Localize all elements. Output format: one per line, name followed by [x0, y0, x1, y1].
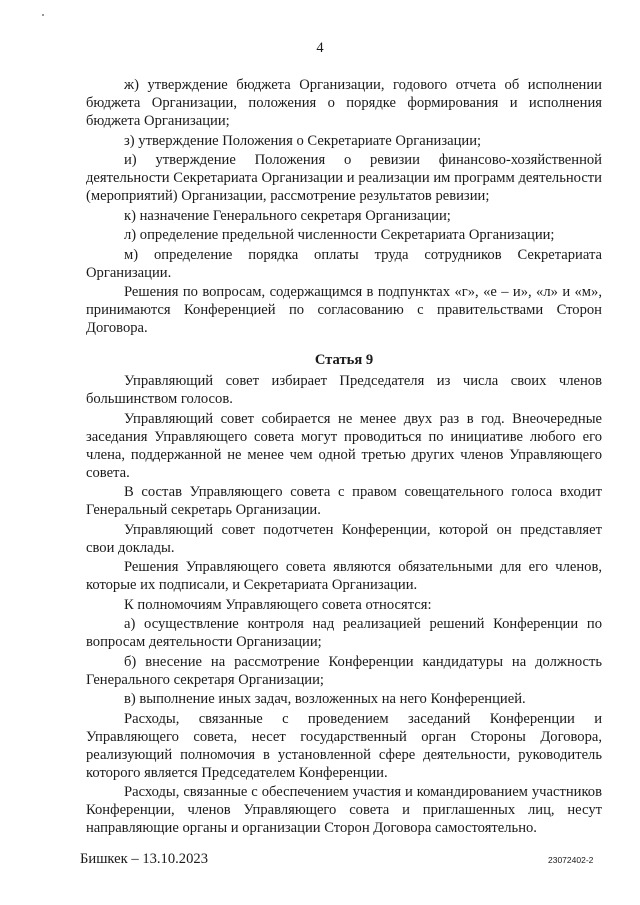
paragraph-composition: В состав Управляющего совета с правом совещательного голоса входит Генеральный секретарь Организации. [86, 484, 602, 518]
paragraph-binding-decisions: Решения Управляющего совета являются обязательными для его членов, которые их подписали, и Секретариата Организации. [86, 559, 602, 593]
paragraph-chairman: Управляющий совет избирает Председателя из числа своих членов большинством голосов. [86, 373, 602, 407]
paragraph-power-b: б) внесение на рассмотрение Конференции кандидатуры на должность Генерального секретаря Организации; [86, 653, 602, 688]
paragraph-decisions: Решения по вопросам, содержащимся в подпунктах «г», «е – и», «л» и «м», принимаются Конференцией по согласованию с правительствами Сторон Договора. [86, 284, 602, 336]
document-body [86, 76, 602, 839]
paragraph-power-a: а) осуществление контроля над реализацией решений Конференции по вопросам деятельности Организации; [86, 616, 602, 650]
footer-place-date: Бишкек – 13.10.2023 [80, 851, 208, 867]
page-number: 4 [316, 40, 324, 56]
paragraph-accountability: Управляющий совет подотчетен Конференции, которой он представляет свои доклады. [86, 521, 602, 556]
paragraph-z: з) утверждение Положения о Секретариате Организации; [124, 132, 482, 149]
paragraph-powers: К полномочиям Управляющего совета относятся: [124, 596, 432, 613]
paragraph-power-v: в) выполнение иных задач, возложенных на него Конференцией. [124, 691, 526, 707]
article-heading: Статья 9 [314, 352, 374, 368]
paragraph-m: м) определение порядка оплаты труда сотрудников Секретариата Организации. [86, 246, 602, 281]
paragraph-expenses-participation: Расходы, связанные с обеспечением участия и командированием участников Конференции, членов Управляющего совета и приглашенных лиц, несут направляющие органы и организации Сторон Договора самостоятельно. [86, 784, 602, 836]
paragraph-zh: ж) утверждение бюджета Организации, годового отчета об исполнении бюджета Организации, положения о порядке формирования и исполнения бюджета Организации; [86, 77, 602, 129]
paragraph-meetings: Управляющий совет собирается не менее двух раз в год. Внеочередные заседания Управляющего совета могут проводиться по инициативе любого его члена, поддержанной не менее чем одной третью других членов Управляющего совета. [86, 410, 602, 481]
scan-speck [42, 14, 44, 16]
paragraph-k: к) назначение Генерального секретаря Организации; [124, 207, 451, 224]
footer-doc-code: 23072402-2 [548, 855, 594, 865]
paragraph-expenses-meetings: Расходы, связанные с проведением заседаний Конференции и Управляющего совета, несет государственный орган Стороны Договора, реализующий полномочия в установленной сфере деятельности, руководитель которого является Председателем Конференции. [86, 710, 602, 781]
paragraph-l: л) определение предельной численности Секретариата Организации; [124, 227, 555, 243]
paragraph-i: и) утверждение Положения о ревизии финансово-хозяйственной деятельности Секретариата Организации и реализации им программ деятельности (мероприятий) Организации, рассмотрение результатов ревизии; [86, 152, 602, 204]
